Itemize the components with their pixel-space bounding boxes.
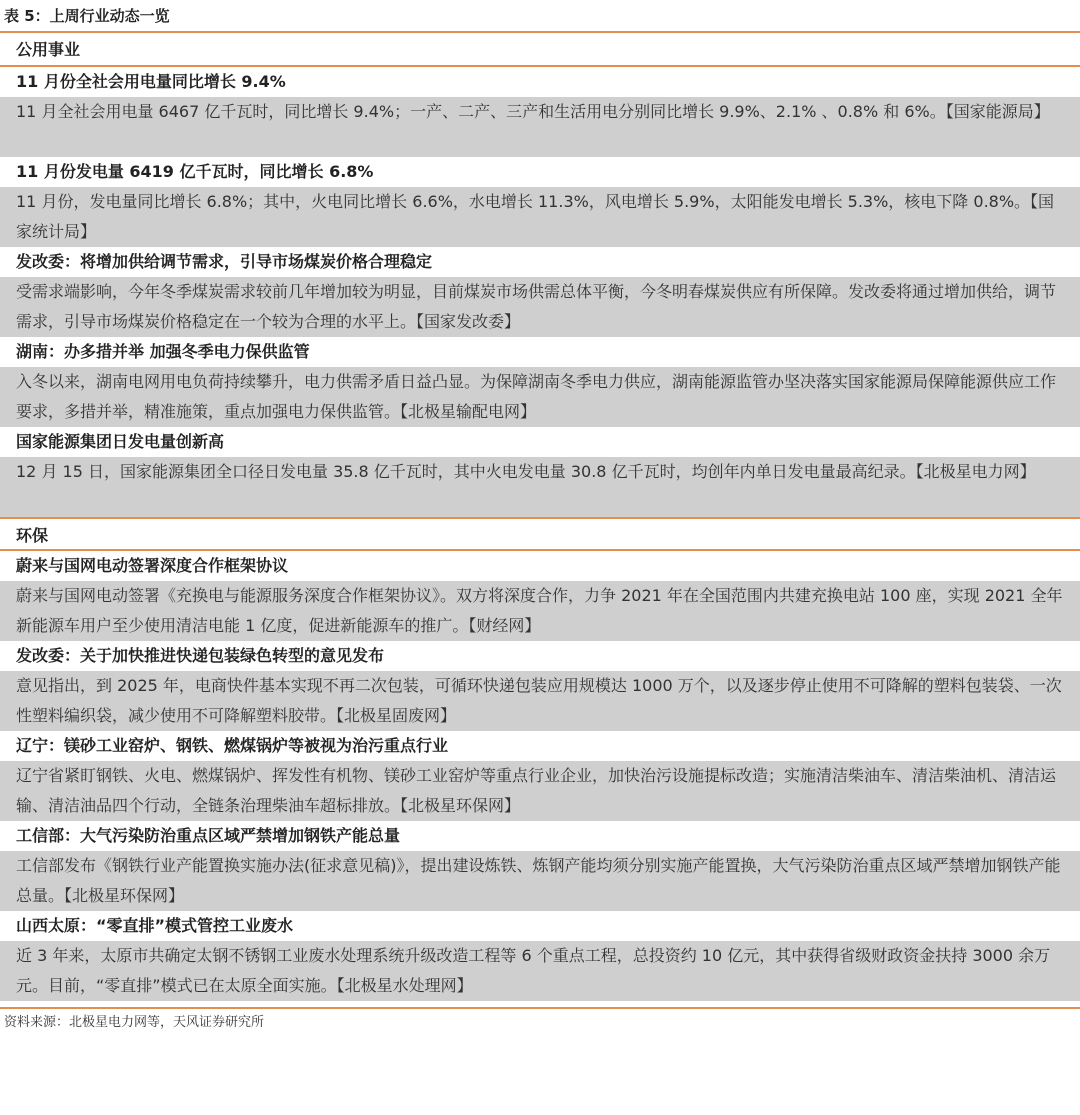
news-item-title: 工信部：大气污染防治重点区域严禁增加钢铁产能总量	[16, 826, 401, 845]
news-item-title: 蔚来与国网电动签署深度合作框架协议	[16, 556, 289, 575]
news-item-body: 近 3 年来，太原市共确定太钢不锈钢工业废水处理系统升级改造工程等 6 个重点工程，总投资约 10 亿元，其中获得省级财政资金扶持 3000 余万元。目前，“零直排”模式已在太原全面实施。【北极星水处理网】	[0, 941, 1080, 1001]
news-item-title: 湖南：办多措并举 加强冬季电力保供监管	[16, 342, 310, 361]
section-header-utilities: 公用事业	[0, 33, 1080, 67]
news-item-body: 辽宁省紧盯钢铁、火电、燃煤锅炉、挥发性有机物、镁砂工业窑炉等重点行业企业，加快治污设施提标改造；实施清洁柴油车、清洁柴油机、清洁运输、清洁油品四个行动，全链条治理柴油车超标排放。【北极星环保网】	[0, 761, 1080, 821]
news-item-title: 辽宁：镁砂工业窑炉、钢铁、燃煤锅炉等被视为治污重点行业	[16, 736, 449, 755]
news-item-title: 11 月份全社会用电量同比增长 9.4%	[16, 72, 286, 91]
news-item-body: 入冬以来，湖南电网用电负荷持续攀升，电力供需矛盾日益凸显。为保障湖南冬季电力供应，湖南能源监管办坚决落实国家能源局保障能源供应工作要求，多措并举，精准施策，重点加强电力保供监管。【北极星输配电网】	[0, 367, 1080, 427]
news-item-body: 受需求端影响，今年冬季煤炭需求较前几年增加较为明显，目前煤炭市场供需总体平衡，今冬明春煤炭供应有所保障。发改委将通过增加供给，调节需求，引导市场煤炭价格稳定在一个较为合理的水平上。【国家发改委】	[0, 277, 1080, 337]
news-item	[0, 247, 1080, 337]
news-item-title: 11 月份发电量 6419 亿千瓦时，同比增长 6.8%	[16, 162, 374, 181]
news-item-body: 11 月全社会用电量 6467 亿千瓦时，同比增长 9.4%；一产、二产、三产和生活用电分别同比增长 9.9%、2.1% 、0.8% 和 6%。【国家能源局】	[0, 97, 1080, 157]
news-item-body: 意见指出，到 2025 年，电商快件基本实现不再二次包装，可循环快递包装应用规模达 1000 万个，以及逐步停止使用不可降解的塑料包装袋、一次性塑料编织袋，减少使用不可降解塑料胶带。【北极星固废网】	[0, 671, 1080, 731]
news-item-body: 11 月份，发电量同比增长 6.8%；其中，火电同比增长 6.6%，水电增长 11.3%，风电增长 5.9%，太阳能发电增长 5.3%，核电下降 0.8%。【国家统计局】	[0, 187, 1080, 247]
table-title: 表 5：上周行业动态一览	[0, 0, 1080, 33]
source-note: 资料来源：北极星电力网等，天风证券研究所	[4, 1015, 265, 1030]
news-item	[0, 337, 1080, 427]
section-header-environment: 环保	[0, 517, 1080, 551]
news-item-body: 蔚来与国网电动签署《充换电与能源服务深度合作框架协议》。双方将深度合作，力争 2021 年在全国范围内共建充换电站 100 座，实现 2021 全年新能源车用户至少使用清洁电能 1 亿度，促进新能源车的推广。【财经网】	[0, 581, 1080, 641]
news-item-title: 国家能源集团日发电量创新高	[16, 432, 225, 451]
news-item-title: 发改委：将增加供给调节需求，引导市场煤炭价格合理稳定	[16, 252, 433, 271]
news-item	[0, 731, 1080, 821]
news-item	[0, 911, 1080, 1001]
news-item	[0, 551, 1080, 641]
news-item	[0, 67, 1080, 157]
news-item-body: 工信部发布《钢铁行业产能置换实施办法(征求意见稿)》，提出建设炼铁、炼钢产能均须分别实施产能置换，大气污染防治重点区域严禁增加钢铁产能总量。【北极星环保网】	[0, 851, 1080, 911]
news-item-title: 发改委：关于加快推进快递包装绿色转型的意见发布	[16, 646, 385, 665]
news-item	[0, 157, 1080, 247]
news-item	[0, 821, 1080, 911]
news-item-body: 12 月 15 日，国家能源集团全口径日发电量 35.8 亿千瓦时，其中火电发电量 30.8 亿千瓦时，均创年内单日发电量最高纪录。【北极星电力网】	[0, 457, 1080, 517]
news-item	[0, 427, 1080, 517]
news-item-title: 山西太原：“零直排”模式管控工业废水	[16, 916, 294, 935]
news-item	[0, 641, 1080, 731]
